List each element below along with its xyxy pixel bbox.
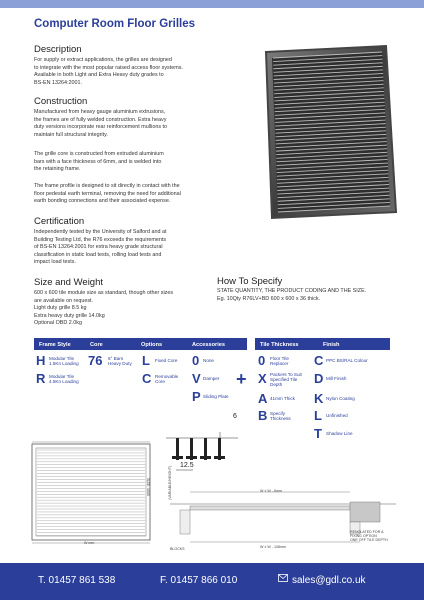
code-letter: D [314,371,324,386]
code-letter: 76 [88,353,103,368]
top-accent-bar [0,0,424,8]
page-title: Computer Room Floor Grilles [34,18,196,30]
construction-para-2 [34,151,214,174]
text-line: earth bonding connections and their associated expense. [34,198,171,205]
text-line: Available in both Light and Extra Heavy duty grades to [34,72,164,79]
code-letter: H [36,353,46,368]
text-line: Manufactured from heavy gauge aluminium extrusions, [34,109,166,115]
code-letter: C [314,353,324,368]
coding-header-left [34,338,247,350]
text-line: Eg. 10Qty R76LV+BD 600 x 600 x 36 thick. [217,295,321,302]
text-line: The frame profile is designed to sit directly in contact with the [34,183,180,189]
code-letter: X [258,371,267,386]
code-letter: V [192,371,201,386]
size-text [34,290,214,328]
construction-para-3 [34,183,214,206]
header-frame-style: Frame Style [39,342,71,348]
renolated-note: RENOLATED FOR A FIXING OPTION ONE OFF TILE DEPTH [350,530,388,542]
code-label: Specify Thickness [270,411,291,421]
grille-section [190,506,350,510]
size-heading: Size and Weight [34,277,104,288]
text-line: classification in static load tests, rolling load tests and [34,251,162,258]
text-line: Building Testing Ltd, the R76 exceeds the requirements [34,236,167,243]
description-text [34,57,214,87]
tile-section [350,502,380,522]
text-line: Independently tested by the University of Salford and at [34,229,167,235]
text-line: the retaining frame. [34,166,81,173]
frame-section-left [180,510,190,534]
dim-12-5-label: 12.5 [180,462,194,469]
text-line: Light duty grille 8.5 kg [34,305,87,312]
code-letter: 0 [258,353,266,368]
text-line: Extra heavy duty grille 14.0kg [34,312,105,319]
specify-text [217,288,417,303]
code-label: Modular Tile 4.5Kn Loading [49,374,79,384]
certification-heading: Certification [34,216,85,227]
code-label: Packers To Suit Specified Tile Depth [270,372,302,387]
fax-number: F. 01457 866 010 [160,575,238,586]
description-heading: Description [34,44,82,55]
plan-side-label: SIZE: 1000 [146,478,150,496]
text-line: floor pedestal earth terminal, removing the need for additional [34,190,181,197]
header-accessories: Accessories [192,342,225,348]
text-line: STATE QUANTITY, THE PRODUCT CODING AND THE SIZE. [217,288,367,294]
specify-heading: How To Specify [217,276,283,287]
text-line: of BS-EN 13264:2001 for extra heavy grade structural [34,244,163,251]
code-letter: A [258,391,268,406]
code-letter: T [314,426,322,441]
construction-para-1 [34,109,214,139]
header-core: Core [90,342,103,348]
code-label: Floor Tile Replacer [270,356,289,366]
phone-number[interactable]: T. 01457 861 538 [38,575,116,586]
text-line: bars with a face thickness of 6mm, and is welded into [34,158,162,165]
code-label: Nylon Coating [326,396,355,401]
text-line: 600 x 600 tile module size as standard, though other sizes [34,290,174,296]
header-options: Options [141,342,163,348]
text-line: are available on request. [34,297,94,304]
code-label: PPC BS/RAL Colour [326,358,368,363]
email-icon [278,574,288,585]
grille-photo [258,42,400,220]
certification-text [34,229,214,267]
text-line: The grille core is constructed from extruded aluminium [34,151,164,157]
contact-footer [0,563,424,600]
text-line: to integrate with the most popular raised access floor systems. [34,64,183,71]
email-link[interactable]: sales@gdl.co.uk [292,575,366,586]
plan-width-label: W mm [84,541,95,545]
header-tile-thickness: Tile Thickness [260,342,299,348]
text-line: duty versions incorporate rear reinforcement mullions to [34,124,168,131]
code-letter: 0 [192,353,200,368]
code-label: Removable Core [155,374,179,384]
code-label: None [203,358,214,363]
text-line: Optional OBD 2.0kg [34,320,82,327]
code-letter: R [36,371,46,386]
code-letter: K [314,391,324,406]
grille-plan-drawing [26,440,158,546]
plan-outline [32,444,150,540]
code-label: Fixed Core [155,358,178,363]
code-label: Mill Finish [326,376,347,381]
code-label: 6° Bars Heavy Duty [108,356,132,366]
code-label: Modular Tile 1.5Kn Loading [49,356,79,366]
text-line: the frames are of fully welded construction. Extra heavy [34,116,167,123]
code-label: Unfinished [326,413,348,418]
code-letter: P [192,389,201,404]
text-line: impact load tests. [34,259,76,266]
dim-6-label: 6 [233,413,237,420]
text-line: maintain full structural integrity. [34,131,108,138]
blocks-label: BLOCKS [170,547,185,551]
variable-height-label: (VARIABLE/HEIGHT) [168,465,172,500]
code-letter: B [258,408,268,423]
code-letter: C [142,371,152,386]
construction-heading: Construction [34,96,88,107]
header-finish: Finish [323,342,340,348]
code-letter: L [314,408,322,423]
code-label: 41mm Thick [270,396,295,401]
bar-profiles [172,438,225,460]
code-label: Damper [203,376,220,381]
code-letter: L [142,353,150,368]
coding-header-right [255,338,390,350]
text-line: For supply or extract applications, the grilles are designed [34,57,172,63]
code-label: Sliding Plate [203,394,229,399]
dim-w-b-label: W ± W - 108mm [260,545,286,549]
text-line: BS-EN 13264:2001. [34,79,82,86]
dim-w-a-label: W ± W - 6mm [260,489,282,493]
plus-icon: + [236,369,247,389]
code-label: Shadow Line [326,431,353,436]
